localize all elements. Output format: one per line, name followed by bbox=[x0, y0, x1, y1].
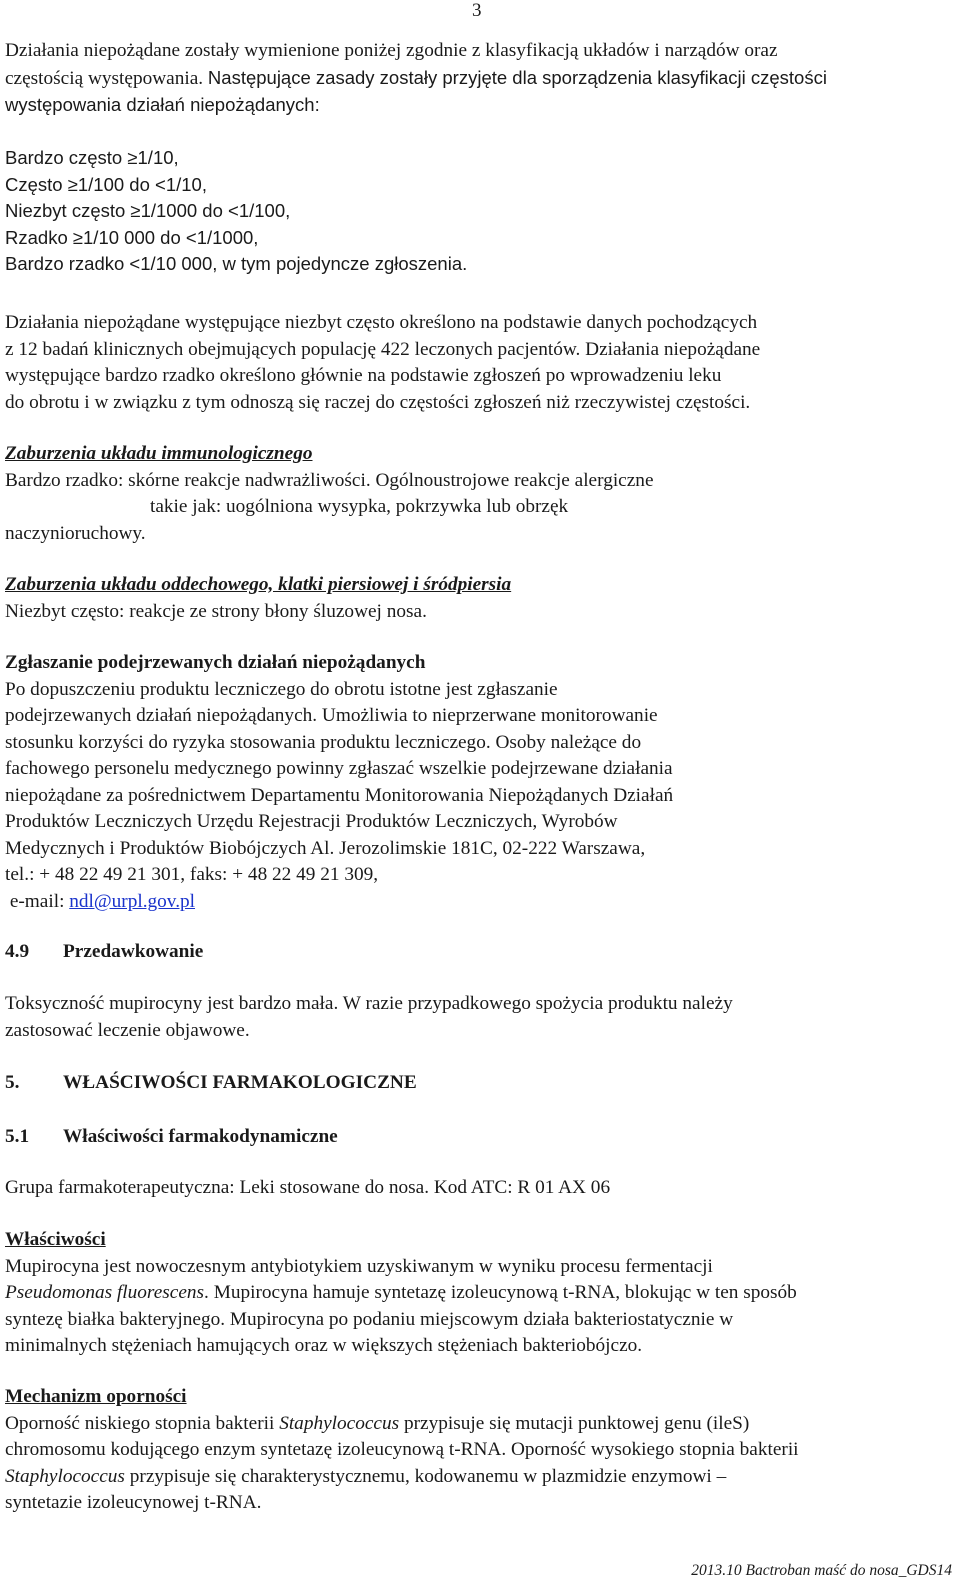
reporting-line: podejrzewanych działań niepożądanych. Umożliwia to nieprzerwane monitorowanie bbox=[5, 705, 658, 726]
frequency-source-paragraph bbox=[5, 310, 955, 416]
frequency-item: Bardzo często ≥1/10, bbox=[5, 147, 179, 168]
reporting-heading: Zgłaszanie podejrzewanych działań niepożądanych bbox=[5, 652, 426, 673]
reporting-line: stosunku korzyści do ryzyka stosowania produktu leczniczego. Osoby należące do bbox=[5, 731, 642, 753]
section-title: WŁAŚCIWOŚCI FARMAKOLOGICZNE bbox=[63, 1072, 417, 1093]
pharmacotherapeutic-group bbox=[5, 1175, 955, 1202]
page-number: 3 bbox=[472, 0, 482, 21]
intro-line-3: występowania działań niepożądanych: bbox=[5, 94, 320, 115]
paragraph-line: występujące bardzo rzadko określono głównie na podstawie zgłoszeń po wprowadzeniu leku bbox=[5, 365, 722, 386]
frequency-list bbox=[5, 145, 955, 278]
immuno-heading: Zaburzenia układu immunologicznego bbox=[5, 443, 313, 464]
species-name: Pseudomonas fluorescens bbox=[5, 1282, 205, 1303]
reporting-line: Produktów Leczniczych Urzędu Rejestracji Produktów Leczniczych, Wyrobów bbox=[5, 811, 618, 832]
resistance-line-4: syntetazie izoleucynowej t-RNA. bbox=[5, 1492, 262, 1513]
resistance-line-3b: przypisuje się charakterystycznemu, kodowanemu w plazmidzie enzymowi – bbox=[124, 1465, 727, 1487]
resp-heading: Zaburzenia układu oddechowego, klatki piersiowej i śródpiersia bbox=[5, 574, 512, 595]
section-5-heading bbox=[5, 1070, 955, 1097]
reporting-line: Medycznych i Produktów Biobójczych Al. Jerozolimskie 181C, 02-222 Warszawa, bbox=[5, 837, 646, 859]
intro-line-2b: Następujące zasady zostały przyjęte dla sporządzenia klasyfikacji częstości bbox=[207, 66, 827, 88]
frequency-item: Bardzo rzadko <1/10 000, w tym pojedyncze zgłoszenia. bbox=[5, 253, 468, 274]
frequency-item: Niezbyt często ≥1/1000 do <1/100, bbox=[5, 200, 291, 221]
section-title: Przedawkowanie bbox=[63, 941, 204, 962]
reporting-line: Po dopuszczeniu produktu leczniczego do obrotu istotne jest zgłaszanie bbox=[5, 678, 558, 700]
resp-line-1: Niezbyt często: reakcje ze strony błony śluzowej nosa. bbox=[5, 600, 427, 622]
resp-section bbox=[5, 572, 955, 625]
intro-line-2 bbox=[5, 65, 955, 93]
resistance-section bbox=[5, 1384, 955, 1517]
immuno-line-2: takie jak: uogólniona wysypka, pokrzywka lub obrzęk bbox=[150, 496, 569, 517]
paragraph-line: do obrotu i w związku z tym odnoszą się raczej do częstości zgłoszeń niż rzeczywistej częstości. bbox=[5, 391, 751, 413]
section-5-1-heading bbox=[5, 1124, 955, 1151]
email-label: e-mail: bbox=[5, 890, 70, 912]
properties-heading: Właściwości bbox=[5, 1229, 106, 1250]
properties-line-2-rest: . Mupirocyna hamuje syntetazę izoleucynową t-RNA, blokując w ten sposób bbox=[204, 1282, 797, 1303]
section-number: 5.1 bbox=[5, 1126, 30, 1147]
intro-paragraph bbox=[5, 38, 955, 119]
species-name: Staphylococcus bbox=[279, 1412, 400, 1434]
properties-line-3: syntezę białka bakteryjnego. Mupirocyna po podaniu miejscowym działa bakteriostatycznie w bbox=[5, 1308, 734, 1330]
immuno-line-3: naczynioruchowy. bbox=[5, 522, 146, 544]
resistance-line-1a: Oporność niskiego stopnia bakterii bbox=[5, 1412, 280, 1434]
overdose-line-2: zastosować leczenie objawowe. bbox=[5, 1019, 250, 1041]
resistance-line-1 bbox=[5, 1411, 955, 1438]
group-line: Grupa farmakoterapeutyczna: Leki stosowane do nosa. Kod ATC: R 01 AX 06 bbox=[5, 1177, 611, 1198]
resistance-line-3 bbox=[5, 1464, 955, 1491]
resistance-line-2: chromosomu kodującego enzym syntetazę izoleucynową t-RNA. Oporność wysokiego stopnia bakterii bbox=[5, 1439, 799, 1460]
properties-section bbox=[5, 1227, 955, 1360]
reporting-section bbox=[5, 650, 955, 915]
properties-line-1: Mupirocyna jest nowoczesnym antybiotykiem uzyskiwanym w wyniku procesu fermentacji bbox=[5, 1255, 713, 1277]
section-number: 4.9 bbox=[5, 941, 30, 962]
reporting-line: tel.: + 48 22 49 21 301, faks: + 48 22 49 21 309, bbox=[5, 864, 379, 885]
paragraph-line: Działania niepożądane występujące niezbyt często określono na podstawie danych pochodzących bbox=[5, 312, 758, 333]
section-number: 5. bbox=[5, 1072, 20, 1093]
immuno-section bbox=[5, 441, 955, 547]
paragraph-line: z 12 badań klinicznych obejmujących populację 422 leczonych pacjentów. Działania niepożądane bbox=[5, 338, 761, 360]
email-line bbox=[5, 889, 955, 916]
properties-line-2 bbox=[5, 1280, 955, 1307]
immuno-line-1: Bardzo rzadko: skórne reakcje nadwrażliwości. Ogólnoustrojowe reakcje alergiczne bbox=[5, 469, 654, 491]
section-4-9-heading bbox=[5, 939, 955, 966]
reporting-line: niepożądane za pośrednictwem Departamentu Monitorowania Niepożądanych Działań bbox=[5, 784, 674, 806]
section-title: Właściwości farmakodynamiczne bbox=[63, 1126, 338, 1147]
species-name: Staphylococcus bbox=[5, 1465, 125, 1487]
reporting-line: fachowego personelu medycznego powinny zgłaszać wszelkie podejrzewane działania bbox=[5, 758, 673, 779]
overdose-line-1: Toksyczność mupirocyny jest bardzo mała. W razie przypadkowego spożycia produktu należy bbox=[5, 993, 733, 1014]
frequency-item: Często ≥1/100 do <1/10, bbox=[5, 173, 207, 195]
frequency-item: Rzadko ≥1/10 000 do <1/1000, bbox=[5, 226, 259, 248]
overdose-paragraph bbox=[5, 991, 955, 1044]
resistance-heading: Mechanizm oporności bbox=[5, 1386, 187, 1407]
email-link[interactable]: ndl@urpl.gov.pl bbox=[69, 890, 196, 912]
document-footer: 2013.10 Bactroban maść do nosa_GDS14 bbox=[691, 1562, 952, 1579]
intro-line-1: Działania niepożądane zostały wymienione poniżej zgodnie z klasyfikacją układów i narządów oraz bbox=[5, 40, 778, 61]
intro-line-2a: częstością występowania. bbox=[5, 67, 208, 89]
properties-line-4: minimalnych stężeniach hamujących oraz w większych stężeniach bakteriobójczo. bbox=[5, 1335, 643, 1356]
resistance-line-1b: przypisuje się mutacji punktowej genu (ileS) bbox=[399, 1412, 750, 1434]
